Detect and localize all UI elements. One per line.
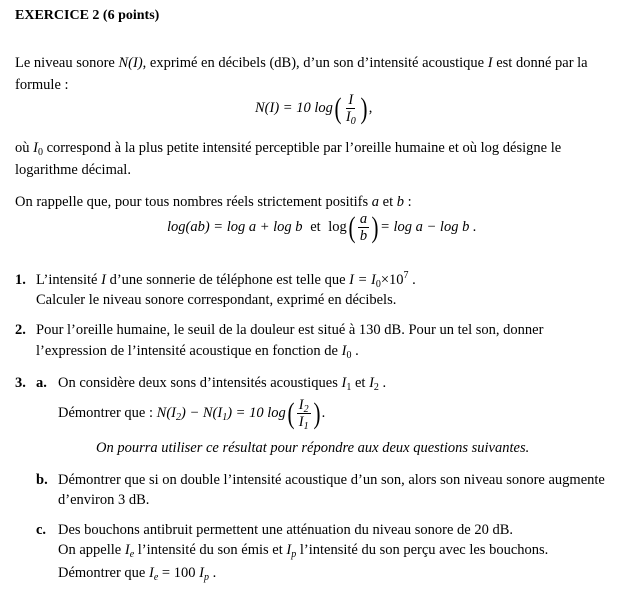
intro-line-logarithme: logarithme décimal. (15, 162, 131, 178)
math-I: I (199, 565, 204, 581)
den-I: I (345, 109, 351, 125)
sub: 1 (222, 412, 228, 423)
paren-open: ( (287, 396, 295, 430)
intro-line-formule: formule : (15, 77, 69, 93)
den-I: I (298, 414, 304, 430)
numerator (297, 397, 311, 414)
math-lhs (157, 405, 286, 421)
question-2-line-1: Pour l’oreille humaine, le seuil de la douleur est situé à 130 dB. Pour un tel son, donner (36, 322, 544, 338)
question-3a-hint: On pourra utiliser ce résultat pour répondre aux deux questions suivantes. (96, 440, 530, 456)
text: Démontrer que (58, 565, 149, 581)
sub: 2 (373, 382, 379, 393)
sub-e: e (153, 572, 159, 583)
denominator (297, 414, 311, 430)
sub: 1 (303, 421, 309, 432)
math-a: a (371, 194, 380, 210)
text: Le niveau sonore (15, 55, 119, 71)
sub: 0 (37, 147, 43, 158)
text: est donné par la (492, 55, 588, 71)
sub-e: e (129, 549, 135, 560)
math-I0: I (33, 140, 38, 156)
text: où (15, 140, 34, 156)
reminder-text (15, 194, 412, 211)
den-sub: 0 (350, 116, 356, 127)
text: l’expression de l’intensité acoustique en fonction de (36, 343, 342, 359)
sub: 0 (346, 350, 352, 361)
text: : (404, 194, 412, 210)
sub: 0 (375, 279, 381, 290)
math-I: I (124, 542, 130, 558)
question-3b-line-1: Démontrer que si on double l’intensité acoustique d’un son, alors son niveau sonore augmente (58, 472, 605, 488)
text: l’intensité du son émis et (134, 542, 287, 558)
sub-p: p (203, 572, 209, 583)
sub: 2 (303, 404, 309, 415)
part: N(I (156, 405, 176, 421)
log-label: log (328, 219, 347, 235)
math-eq: I = I (349, 272, 376, 288)
question-2-line-2 (36, 343, 359, 360)
sub: 2 (176, 412, 181, 423)
math-I0: I (341, 343, 347, 359)
math-I: I (341, 375, 347, 391)
text: On rappelle que, pour tous nombres réels strictement positifs (15, 194, 372, 210)
paren-close: ) (371, 210, 379, 244)
exponent: 7 (403, 270, 409, 281)
period: . (321, 405, 326, 421)
intro-paragraph-1 (15, 55, 628, 72)
text: et (379, 194, 397, 210)
part: ) = 10 log (227, 405, 286, 421)
intro-paragraph-2 (15, 140, 628, 157)
question-3c-line-2 (58, 542, 548, 559)
text: Démontrer que : (58, 405, 157, 421)
question-3b-letter: b. (36, 472, 48, 488)
question-3a-letter: a. (36, 375, 47, 391)
question-1-line-2: Calculer le niveau sonore correspondant, exprimé en décibels. (36, 292, 397, 308)
text: . (408, 272, 416, 288)
math-times: ×10 (380, 272, 404, 288)
question-3b-line-2: d’environ 3 dB. (58, 492, 150, 508)
math-eq: = 100 (158, 565, 200, 581)
math-I: I (369, 375, 374, 391)
fraction (344, 92, 358, 125)
comma: , (368, 100, 373, 116)
math-N-of-I: N(I) (118, 55, 143, 71)
log-product-rule: log(ab) = log a + log b (167, 219, 303, 235)
question-3c-line-1: Des bouchons antibruit permettent une atténuation du niveau sonore de 20 dB. (58, 522, 514, 538)
math-I: I (487, 55, 493, 71)
text: . (208, 565, 217, 581)
exercise-title: EXERCICE 2 (6 points) (15, 8, 160, 23)
question-3a-line-1 (58, 375, 386, 392)
text: On considère deux sons d’intensités acoustiques (58, 375, 342, 391)
text: d’une sonnerie de téléphone est telle que (105, 272, 350, 288)
denominator: b (359, 228, 368, 244)
sub: 1 (346, 382, 352, 393)
question-3c-line-3 (58, 565, 216, 582)
text: L’intensité (36, 272, 102, 288)
numerator: I (348, 92, 354, 108)
paren-open: ( (334, 91, 342, 125)
text: et (351, 375, 370, 391)
text: . (351, 343, 359, 359)
math-I: I (101, 272, 106, 288)
math-I: I (286, 542, 292, 558)
fraction (297, 397, 311, 430)
denominator (344, 109, 358, 125)
log-quotient-rhs: = log a − log b . (380, 219, 477, 235)
sub-p: p (291, 549, 297, 560)
question-3c-letter: c. (36, 522, 47, 538)
text: On appelle (58, 542, 125, 558)
text: l’intensité du son perçu avec les bouchons. (296, 542, 549, 558)
paren-close: ) (360, 91, 368, 125)
text: correspond à la plus petite intensité perceptible par l’oreille humaine et où log désigne le (42, 140, 562, 156)
math-I: I (149, 565, 154, 581)
main-formula (255, 92, 372, 125)
formula-lhs: N(I) = 10 log (255, 100, 333, 116)
text: . (378, 375, 387, 391)
question-3a-formula (58, 397, 325, 430)
math-b: b (396, 194, 404, 210)
num-I: I (298, 397, 304, 413)
question-3-number: 3. (15, 375, 26, 391)
log-rules (167, 211, 477, 244)
text: , exprimé en décibels (dB), d’un son d’intensité acoustique (142, 55, 488, 71)
part: ) − N(I (181, 405, 223, 421)
text-et: et (310, 219, 321, 235)
question-1-number: 1. (15, 272, 26, 288)
paren-close: ) (313, 396, 321, 430)
fraction-a-b (358, 211, 369, 244)
numerator: a (359, 211, 368, 227)
question-1-line-1 (36, 272, 416, 289)
paren-open: ( (348, 210, 356, 244)
question-2-number: 2. (15, 322, 26, 338)
